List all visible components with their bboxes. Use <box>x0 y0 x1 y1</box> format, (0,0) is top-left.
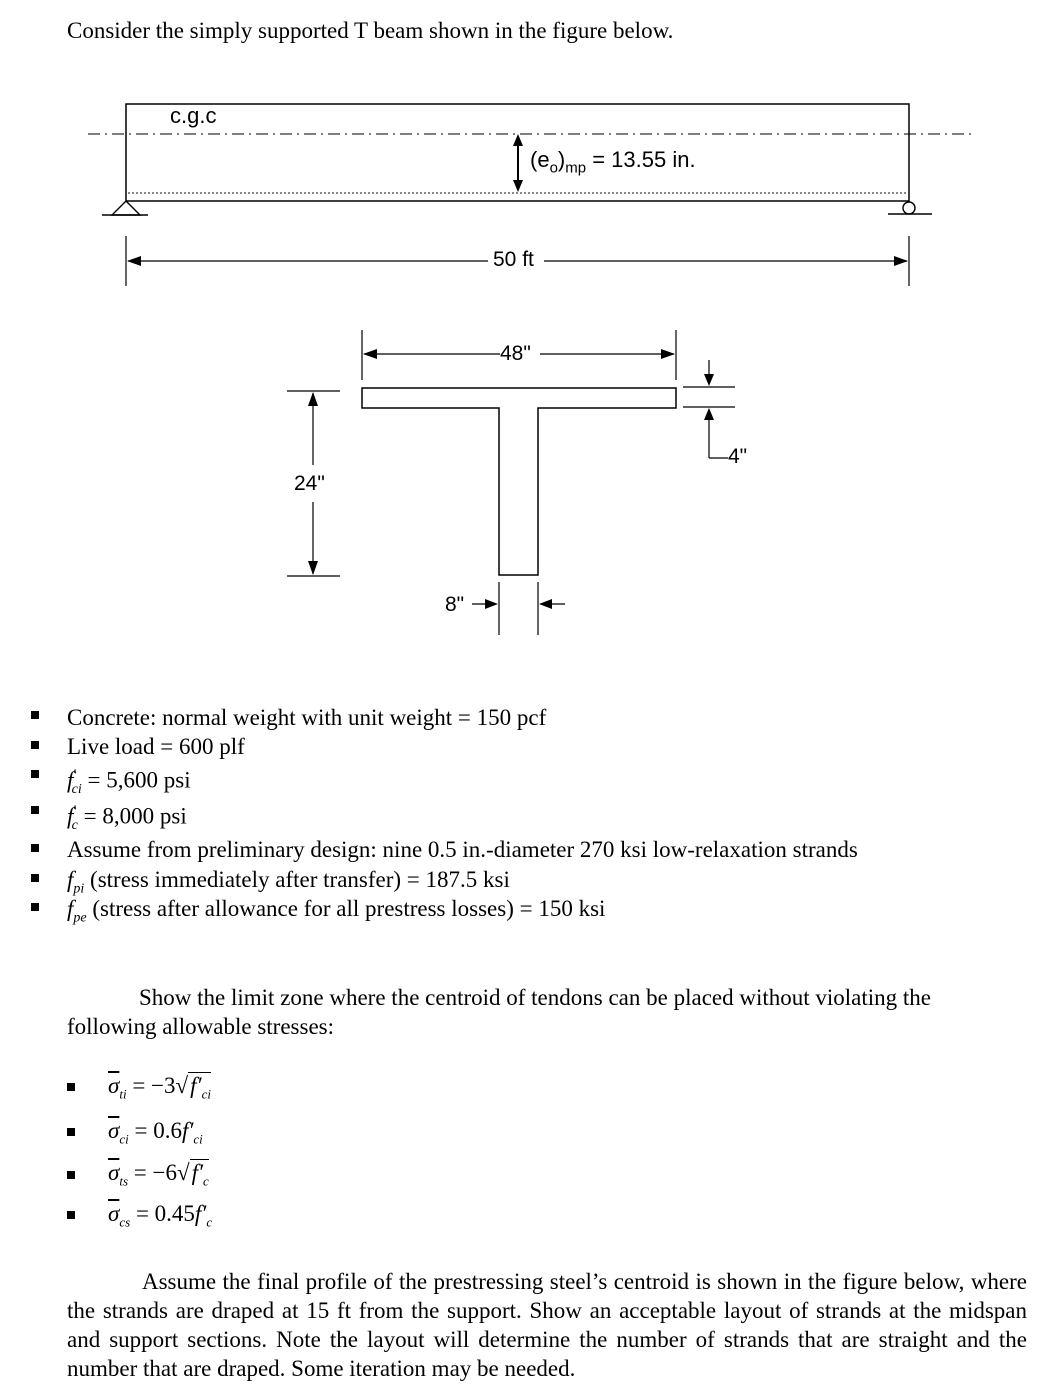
pin-support-icon <box>112 201 140 215</box>
task1-line2: following allowable stresses: <box>67 1014 335 1039</box>
bullet <box>31 711 39 719</box>
span-arrow-right <box>894 256 908 266</box>
bullet <box>67 1171 75 1179</box>
depth-arrow-down <box>308 561 318 575</box>
eccentricity-arrow-up <box>513 134 523 146</box>
span-arrow-left <box>127 256 141 266</box>
flange-width-label: 48" <box>500 342 531 365</box>
thickness-arrow-down <box>704 374 714 386</box>
thickness-arrow-up <box>704 408 714 420</box>
bullet <box>31 903 39 911</box>
stress-ci: $\overline{\sigma}_{ci} = 0.6f'_{ci}$ <box>108 1118 203 1147</box>
stress-ts: $\overline{\sigma}_{ts} = -6√f'_c$ <box>108 1160 209 1189</box>
cgc-label: c.g.c <box>170 103 217 128</box>
web-width-label: 8" <box>445 593 465 616</box>
web-arrow-left <box>539 599 552 609</box>
bullet <box>67 1211 75 1219</box>
given-fc: $f'_c = 8,000$ psi <box>67 803 187 834</box>
flange-thickness-label: 4" <box>728 445 748 468</box>
depth-label: 24" <box>294 472 325 495</box>
given-strands: Assume from preliminary design: nine 0.5 in.-diameter 270 ksi low-relaxation strands <box>67 837 858 862</box>
given-fpi: $f_{pi}$ (stress immediately after transfer) = 187.5 ksi <box>67 867 510 897</box>
given-live-load: Live load = 600 plf <box>67 734 245 759</box>
bullet <box>67 1128 75 1136</box>
web-arrow-right <box>485 599 498 609</box>
bullet <box>31 770 39 778</box>
bullet <box>67 1083 75 1091</box>
task2-paragraph: Assume the final profile of the prestressing steel’s centroid is shown in the figure below, where the strands are draped at 15 ft from the support. Show an acceptable layout of strands at the midspan and support sections. Note the layout will determine the number of strands that are straight and the number that are draped. Some iteration may be needed. <box>67 1269 1027 1381</box>
given-fci: $f'_{ci} = 5,600$ psi <box>67 767 191 798</box>
depth-arrow-up <box>308 392 318 406</box>
intro-text: Consider the simply supported T beam shown in the figure below. <box>67 18 674 43</box>
given-concrete: Concrete: normal weight with unit weight = 150 pcf <box>67 705 547 730</box>
bullet <box>31 844 39 852</box>
t-section-figure <box>0 320 1056 640</box>
bullet <box>31 874 39 882</box>
roller-support-icon <box>903 202 915 214</box>
stress-cs: $\overline{\sigma}_{cs} = 0.45f'_c$ <box>108 1201 213 1230</box>
given-fpe: $f_{pe}$ (stress after allowance for all prestress losses) = 150 ksi <box>67 896 606 926</box>
stress-ti: $\overline{\sigma}_{ti} = -3√f'_{ci}$ <box>108 1073 211 1102</box>
span-label: 50 ft <box>493 248 534 271</box>
bullet <box>31 741 39 749</box>
task1-line1: Show the limit zone where the centroid of tendons can be placed without violating the <box>139 985 932 1010</box>
eccentricity-arrow-down <box>513 180 523 192</box>
flange-arrow-right <box>661 349 675 359</box>
eccentricity-label: $(e_o)_{mp} = 13.55$ in. <box>530 147 696 177</box>
bullet <box>31 806 39 814</box>
t-section-shape <box>362 388 676 575</box>
flange-arrow-left <box>363 349 377 359</box>
